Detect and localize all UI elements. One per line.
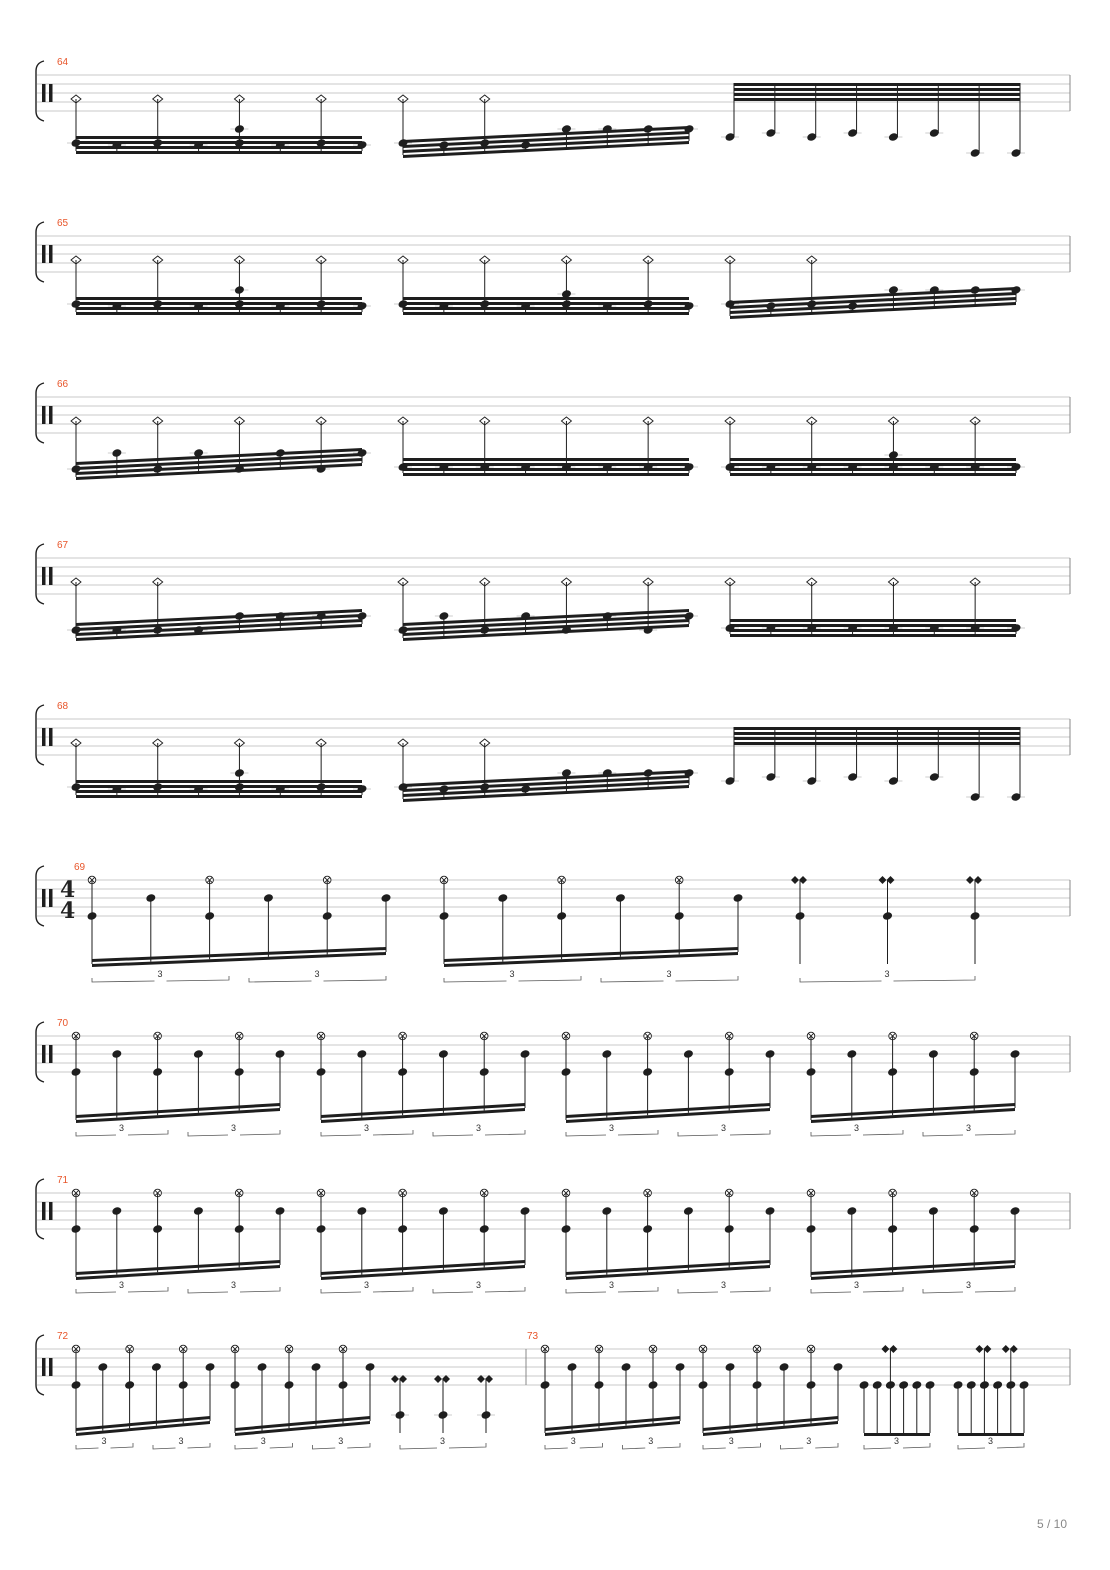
note-group: [394, 739, 698, 802]
tuplet-number: 3: [854, 1123, 860, 1133]
choke-note-head: [879, 876, 895, 884]
tuplet-bracket: [923, 1132, 963, 1136]
choke-note-head: [881, 1345, 897, 1353]
tuplet-bracket: [128, 1287, 168, 1292]
tuplet-number: 3: [364, 1123, 370, 1133]
percussion-clef: [49, 1045, 53, 1063]
system-72: [36, 1331, 1070, 1449]
time-signature-top: 4: [60, 877, 76, 903]
note-group: [67, 256, 371, 315]
tuplet-bracket: [373, 1130, 413, 1135]
tuplet-bracket: [76, 1445, 99, 1449]
tuplet-bracket: [781, 1445, 804, 1449]
choke-note-head: [966, 876, 982, 884]
beam: [76, 780, 362, 783]
beam: [734, 737, 1020, 740]
note-group: [858, 1345, 935, 1449]
tuplet-bracket: [249, 978, 312, 982]
measure-number: 71: [57, 1175, 69, 1186]
tuplet-bracket: [894, 976, 976, 981]
beam: [734, 83, 1020, 86]
tuplet-bracket: [92, 978, 155, 982]
system-71: [36, 1175, 1070, 1293]
tuplet-bracket: [433, 1132, 473, 1136]
tuplet-bracket: [601, 978, 664, 982]
choke-note-head: [791, 876, 807, 884]
beam: [403, 297, 689, 300]
system-66: [36, 379, 1070, 480]
note-group: [229, 1345, 375, 1449]
percussion-clef: [49, 84, 53, 102]
tuplet-bracket: [373, 1287, 413, 1292]
choke-note-head: [975, 1345, 991, 1353]
system-64: [36, 57, 1070, 158]
beam: [734, 742, 1020, 745]
note-group: [539, 1345, 685, 1449]
beam: [734, 88, 1020, 91]
note-group: [391, 1375, 495, 1449]
tuplet-bracket: [444, 978, 507, 982]
tuplet-number: 3: [476, 1123, 482, 1133]
percussion-clef: [49, 889, 53, 907]
tuplet-number: 3: [570, 1436, 576, 1446]
beam: [76, 146, 362, 149]
tuplet-bracket: [485, 1130, 525, 1135]
beam: [730, 463, 1016, 466]
beam: [76, 297, 362, 300]
note-group: [721, 256, 1025, 319]
beam: [76, 312, 362, 315]
note-group: [67, 417, 371, 480]
tuplet-number: 3: [157, 969, 163, 979]
beam: [76, 302, 362, 305]
beam: [730, 458, 1016, 461]
measure-number: 64: [57, 57, 69, 68]
tuplet-bracket: [566, 1289, 606, 1293]
beam: [730, 629, 1016, 632]
beam: [734, 93, 1020, 96]
tuplet-number: 3: [988, 1436, 994, 1446]
note-group: [721, 83, 1025, 158]
note-group: [952, 1345, 1029, 1449]
tuplet-bracket: [270, 1443, 293, 1448]
tuplet-number: 3: [338, 1436, 344, 1446]
note-group: [805, 1189, 1020, 1293]
tuplet-bracket: [903, 1443, 930, 1448]
percussion-clef: [49, 245, 53, 263]
measure-number: 69: [74, 862, 86, 873]
tuplet-bracket: [975, 1130, 1015, 1135]
tuplet-bracket: [188, 1443, 211, 1448]
measure-number: 72: [57, 1331, 69, 1342]
tuplet-number: 3: [884, 969, 890, 979]
percussion-clef: [42, 406, 46, 424]
note-group: [67, 739, 371, 798]
beam: [403, 458, 689, 461]
tuplet-bracket: [864, 1445, 891, 1449]
note-group: [721, 727, 1025, 802]
tuplet-bracket: [324, 976, 387, 981]
tuplet-bracket: [545, 1445, 568, 1449]
tuplet-bracket: [188, 1289, 228, 1293]
tuplet-number: 3: [476, 1280, 482, 1290]
beam: [730, 619, 1016, 622]
beam: [730, 624, 1016, 627]
note-group: [394, 417, 698, 476]
beam: [730, 473, 1016, 476]
tuplet-bracket: [313, 1445, 336, 1449]
beam: [403, 307, 689, 310]
system-69: [36, 862, 1070, 982]
system-68: [36, 701, 1070, 802]
percussion-clef: [42, 1358, 46, 1376]
tuplet-bracket: [188, 1132, 228, 1136]
tuplet-bracket: [863, 1130, 903, 1135]
tuplet-number: 3: [666, 969, 672, 979]
tuplet-number: 3: [101, 1436, 107, 1446]
tuplet-bracket: [167, 976, 230, 981]
tuplet-bracket: [997, 1443, 1024, 1448]
tuplet-number: 3: [231, 1280, 237, 1290]
note-group: [394, 578, 698, 641]
tuplet-bracket: [235, 1445, 258, 1449]
tuplet-number: 3: [178, 1436, 184, 1446]
note-group: [805, 1032, 1020, 1136]
measure-number: 70: [57, 1018, 69, 1029]
beam: [76, 151, 362, 154]
tuplet-number: 3: [648, 1436, 654, 1446]
tuplet-bracket: [815, 1443, 838, 1448]
tuplet-bracket: [738, 1443, 761, 1448]
tuplet-bracket: [657, 1443, 680, 1448]
tuplet-bracket: [400, 1445, 437, 1449]
beam: [734, 727, 1020, 730]
beam: [76, 785, 362, 788]
tuplet-bracket: [676, 976, 739, 981]
percussion-clef: [42, 1202, 46, 1220]
measure-number: 68: [57, 701, 69, 712]
measure-number: 67: [57, 540, 69, 551]
beam: [76, 795, 362, 798]
note-group: [791, 876, 982, 982]
percussion-clef: [42, 728, 46, 746]
note-group: [721, 417, 1025, 476]
tuplet-number: 3: [721, 1280, 727, 1290]
percussion-clef: [49, 567, 53, 585]
tuplet-bracket: [618, 1287, 658, 1292]
tuplet-bracket: [958, 1445, 985, 1449]
note-group: [560, 1032, 775, 1136]
note-group: [67, 95, 371, 154]
tuplet-number: 3: [966, 1123, 972, 1133]
note-group: [697, 1345, 843, 1449]
tuplet-bracket: [111, 1443, 134, 1448]
tuplet-bracket: [449, 1443, 486, 1448]
beam: [734, 98, 1020, 101]
measure-number: 66: [57, 379, 69, 390]
system-70: [36, 1018, 1070, 1136]
tuplet-number: 3: [440, 1436, 446, 1446]
system-65: [36, 218, 1070, 319]
tuplet-bracket: [240, 1287, 280, 1292]
tuplet-bracket: [863, 1287, 903, 1292]
tuplet-bracket: [923, 1289, 963, 1293]
tuplet-number: 3: [231, 1123, 237, 1133]
tuplet-number: 3: [854, 1280, 860, 1290]
tuplet-number: 3: [314, 969, 320, 979]
note-group: [86, 876, 391, 982]
tuplet-bracket: [678, 1289, 718, 1293]
beam: [403, 312, 689, 315]
tuplet-bracket: [678, 1132, 718, 1136]
measure-number: 65: [57, 218, 69, 229]
note-group: [394, 256, 698, 315]
percussion-clef: [49, 406, 53, 424]
note-group: [315, 1189, 530, 1293]
measure-number: 73: [527, 1331, 539, 1342]
tuplet-bracket: [730, 1287, 770, 1292]
tuplet-number: 3: [609, 1123, 615, 1133]
percussion-clef: [49, 1358, 53, 1376]
beam: [734, 732, 1020, 735]
tuplet-bracket: [800, 978, 882, 982]
page-indicator: 5 / 10: [1036, 1517, 1067, 1531]
beam: [76, 307, 362, 310]
tuplet-number: 3: [509, 969, 515, 979]
tuplet-bracket: [128, 1130, 168, 1135]
tuplet-number: 3: [806, 1436, 812, 1446]
tuplet-bracket: [347, 1443, 370, 1448]
tuplet-bracket: [566, 1132, 606, 1136]
tuplet-bracket: [975, 1287, 1015, 1292]
tuplet-bracket: [519, 976, 582, 981]
percussion-clef: [42, 1045, 46, 1063]
beam: [403, 473, 689, 476]
time-signature-bottom: 4: [60, 898, 76, 924]
tuplet-number: 3: [119, 1123, 125, 1133]
tuplet-number: 3: [119, 1280, 125, 1290]
tuplet-bracket: [811, 1289, 851, 1293]
note-group: [438, 876, 743, 982]
tuplet-bracket: [703, 1445, 726, 1449]
beam: [403, 463, 689, 466]
beam: [76, 141, 362, 144]
percussion-clef: [42, 84, 46, 102]
tuplet-bracket: [811, 1132, 851, 1136]
tuplet-bracket: [321, 1132, 361, 1136]
note-group: [315, 1032, 530, 1136]
tuplet-bracket: [76, 1132, 116, 1136]
note-group: [721, 578, 1025, 637]
tuplet-bracket: [433, 1289, 473, 1293]
tuplet-number: 3: [609, 1280, 615, 1290]
tuplet-bracket: [240, 1130, 280, 1135]
percussion-clef: [42, 245, 46, 263]
percussion-clef: [49, 1202, 53, 1220]
tuplet-number: 3: [728, 1436, 734, 1446]
beam: [76, 790, 362, 793]
percussion-clef: [49, 728, 53, 746]
beam: [730, 468, 1016, 471]
tuplet-bracket: [623, 1445, 646, 1449]
tuplet-bracket: [76, 1289, 116, 1293]
note-group: [394, 95, 698, 158]
beam: [403, 302, 689, 305]
tuplet-number: 3: [721, 1123, 727, 1133]
choke-note-head: [1002, 1345, 1018, 1353]
note-group: [560, 1189, 775, 1293]
tuplet-bracket: [618, 1130, 658, 1135]
note-group: [70, 1189, 285, 1293]
tuplet-number: 3: [364, 1280, 370, 1290]
note-group: [70, 1032, 285, 1136]
tuplet-bracket: [580, 1443, 603, 1448]
system-67: [36, 540, 1070, 641]
tuplet-number: 3: [966, 1280, 972, 1290]
tuplet-bracket: [321, 1289, 361, 1293]
note-group: [70, 1345, 215, 1449]
tuplet-bracket: [730, 1130, 770, 1135]
tuplet-bracket: [153, 1445, 176, 1449]
beam: [730, 634, 1016, 637]
note-group: [67, 578, 371, 641]
percussion-clef: [42, 889, 46, 907]
tuplet-number: 3: [894, 1436, 900, 1446]
beam: [403, 468, 689, 471]
percussion-clef: [42, 567, 46, 585]
tuplet-number: 3: [260, 1436, 266, 1446]
beam: [76, 136, 362, 139]
tuplet-bracket: [485, 1287, 525, 1292]
